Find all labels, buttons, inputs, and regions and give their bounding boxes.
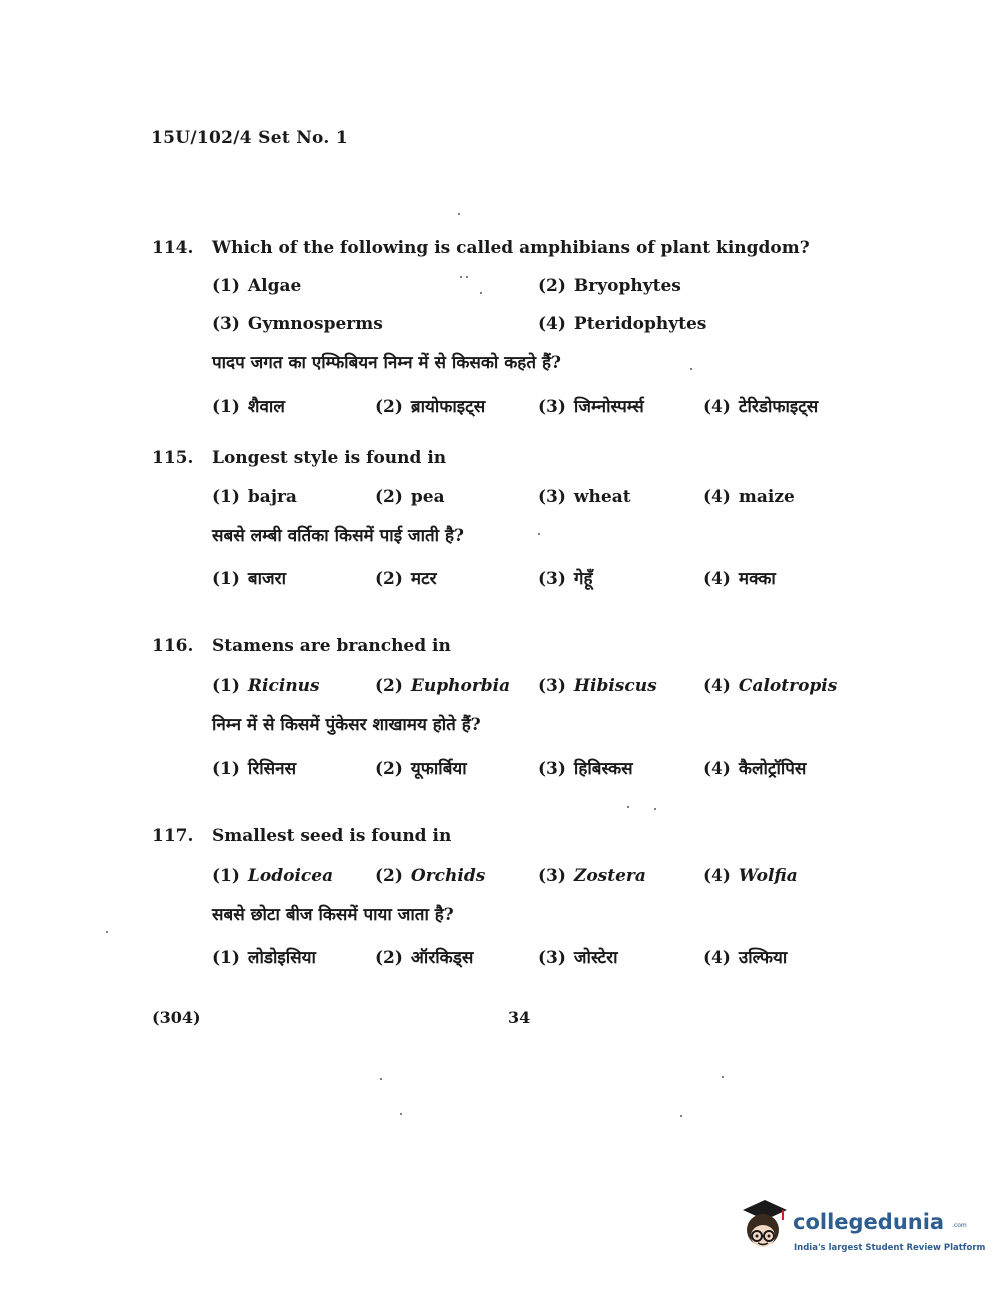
hindi-option-1 — [212, 756, 296, 779]
option-label: (3) — [212, 314, 240, 334]
hindi-option-1 — [212, 394, 285, 417]
option-3 — [538, 487, 631, 507]
hindi-option-3 — [538, 756, 633, 779]
option-label: (4) — [703, 759, 731, 779]
option-text: Gymnosperms — [247, 314, 383, 334]
option-text: Euphorbia — [410, 676, 511, 696]
option-text: बाजरा — [247, 569, 287, 589]
option-label: (2) — [375, 866, 403, 886]
option-1 — [212, 676, 320, 696]
option-label: (3) — [538, 759, 566, 779]
option-label: (3) — [538, 676, 566, 696]
footer-code: (304) — [152, 1008, 201, 1027]
option-text: maize — [738, 487, 795, 507]
question-text: Smallest seed is found in — [212, 826, 452, 846]
hindi-option-4 — [703, 566, 776, 589]
question-number: 114. — [152, 238, 194, 258]
option-label: (1) — [212, 676, 240, 696]
option-text: Algae — [247, 276, 302, 296]
option-label: (1) — [212, 948, 240, 968]
option-text: मटर — [410, 569, 437, 589]
hindi-option-1 — [212, 945, 316, 968]
scan-speck — [400, 1113, 402, 1115]
option-1 — [212, 276, 301, 296]
option-label: (2) — [375, 759, 403, 779]
question-text: Which of the following is called amphibians of plant kingdom? — [212, 238, 810, 258]
option-label: (3) — [538, 866, 566, 886]
page-number: 34 — [508, 1008, 531, 1027]
option-text: Bryophytes — [573, 276, 681, 296]
question-number: 115. — [152, 448, 194, 468]
option-label: (4) — [538, 314, 566, 334]
logo-suffix: .com — [952, 1222, 967, 1229]
option-text: यूफार्बिया — [410, 759, 467, 779]
option-text: bajra — [247, 487, 297, 507]
question-text-hindi: सबसे छोटा बीज किसमें पाया जाता है? — [212, 905, 454, 925]
scan-speck — [627, 806, 629, 808]
option-text: Wolfia — [738, 866, 798, 886]
scan-speck — [460, 276, 462, 278]
option-label: (1) — [212, 759, 240, 779]
hindi-option-4 — [703, 945, 787, 968]
option-text: ब्रायोफाइट्स — [410, 397, 486, 417]
option-label: (4) — [703, 487, 731, 507]
question-text-hindi: निम्न में से किसमें पुंकेसर शाखामय होते हैं? — [212, 715, 481, 735]
option-label: (4) — [703, 569, 731, 589]
option-label: (1) — [212, 487, 240, 507]
option-text: मक्का — [738, 569, 776, 589]
option-text: Zostera — [573, 866, 646, 886]
option-2 — [375, 676, 510, 696]
hindi-option-3 — [538, 566, 593, 589]
option-text: Lodoicea — [247, 866, 334, 886]
option-text: Hibiscus — [573, 676, 657, 696]
option-1 — [212, 866, 333, 886]
question-text: Longest style is found in — [212, 448, 447, 468]
hindi-option-3 — [538, 394, 644, 417]
logo-wordmark: collegedunia — [793, 1210, 945, 1234]
option-text: pea — [410, 487, 445, 507]
option-label: (4) — [703, 676, 731, 696]
scan-speck — [106, 931, 108, 933]
scan-speck — [380, 1078, 382, 1080]
option-label: (2) — [375, 569, 403, 589]
hindi-option-2 — [375, 394, 485, 417]
scan-speck — [466, 276, 468, 278]
scan-speck — [458, 213, 460, 215]
option-text: Orchids — [410, 866, 486, 886]
hindi-option-2 — [375, 566, 437, 589]
option-text: ऑरकिड्स — [410, 948, 474, 968]
option-text: Pteridophytes — [573, 314, 707, 334]
option-text: हिबिस्कस — [573, 759, 633, 779]
scan-speck — [690, 368, 692, 370]
option-label: (1) — [212, 397, 240, 417]
option-text: रिसिनस — [247, 759, 297, 779]
option-label: (2) — [375, 676, 403, 696]
option-label: (2) — [538, 276, 566, 296]
option-text: उल्फिया — [738, 948, 788, 968]
option-label: (3) — [538, 569, 566, 589]
question-text-hindi: पादप जगत का एम्फिबियन निम्न में से किसको कहते हैं? — [212, 353, 561, 373]
scan-speck — [480, 292, 482, 294]
option-label: (2) — [375, 487, 403, 507]
option-text: Calotropis — [738, 676, 838, 696]
option-label: (2) — [375, 397, 403, 417]
option-4 — [703, 487, 795, 507]
option-label: (4) — [703, 397, 731, 417]
option-2 — [375, 487, 445, 507]
question-number: 117. — [152, 826, 194, 846]
option-label: (4) — [703, 948, 731, 968]
question-text-hindi: सबसे लम्बी वर्तिका किसमें पाई जाती है? — [212, 526, 464, 546]
hindi-option-4 — [703, 756, 806, 779]
option-text: wheat — [573, 487, 631, 507]
option-text: कैलोट्रॉपिस — [738, 759, 807, 779]
option-text: लोडोइसिया — [247, 948, 316, 968]
option-text: टेरिडोफाइट्स — [738, 397, 819, 417]
scan-speck — [722, 1076, 724, 1078]
hindi-option-2 — [375, 945, 473, 968]
option-label: (1) — [212, 276, 240, 296]
scan-speck — [680, 1115, 682, 1117]
option-3 — [538, 866, 646, 886]
hindi-option-1 — [212, 566, 286, 589]
option-2 — [375, 866, 485, 886]
scan-speck — [538, 533, 540, 535]
option-label: (1) — [212, 569, 240, 589]
hindi-option-4 — [703, 394, 818, 417]
option-4 — [703, 676, 837, 696]
option-label: (3) — [538, 948, 566, 968]
hindi-option-3 — [538, 945, 617, 968]
question-text: Stamens are branched in — [212, 636, 451, 656]
option-label: (3) — [538, 487, 566, 507]
scan-speck — [654, 808, 656, 810]
option-text: Ricinus — [247, 676, 320, 696]
option-label: (3) — [538, 397, 566, 417]
option-label: (1) — [212, 866, 240, 886]
paper-code: 15U/102/4 Set No. 1 — [151, 128, 348, 148]
option-4 — [538, 314, 706, 334]
option-text: जिम्नोस्पर्म्स — [573, 397, 644, 417]
logo-tagline: India's largest Student Review Platform — [794, 1243, 986, 1253]
option-3 — [538, 676, 657, 696]
option-2 — [538, 276, 681, 296]
question-number: 116. — [152, 636, 194, 656]
option-label: (2) — [375, 948, 403, 968]
option-3 — [212, 314, 383, 334]
option-text: शैवाल — [247, 397, 285, 417]
option-text: गेहूँ — [573, 569, 593, 589]
hindi-option-2 — [375, 756, 467, 779]
option-1 — [212, 487, 297, 507]
option-4 — [703, 866, 798, 886]
option-label: (4) — [703, 866, 731, 886]
option-text: जोस्टेरा — [573, 948, 618, 968]
